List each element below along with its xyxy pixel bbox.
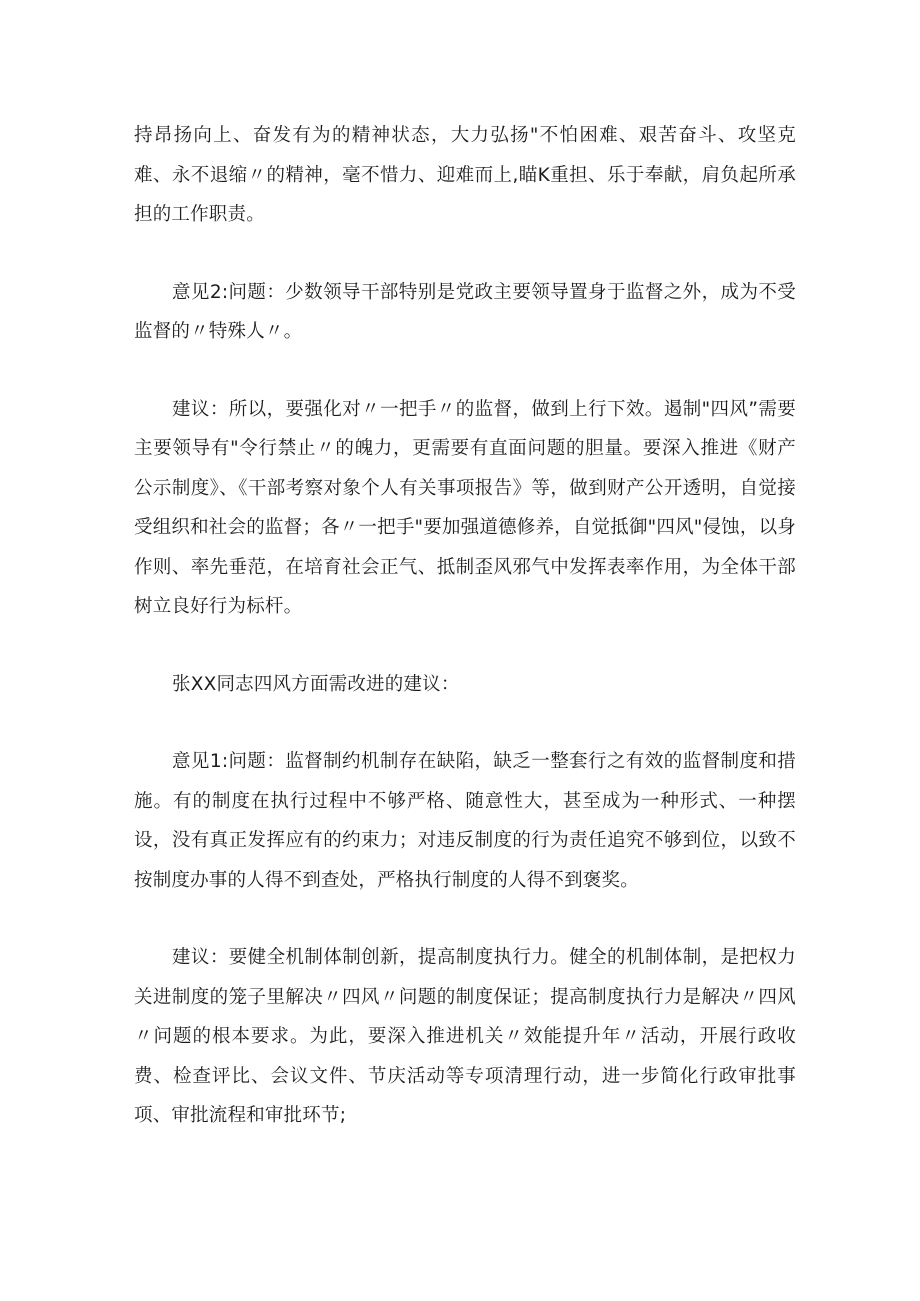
paragraph-continuation: 持昂扬向上、奋发有为的精神状态，大力弘扬"不怕困难、艰苦奋斗、攻坚克难、永不退缩〃的精神，毫不惜力、迎难而上,瞄K重担、乐于奉献，肩负起所承担的工作职责。: [134, 125, 796, 225]
paragraph-suggestion-2: 建议：所以，要强化对〃一把手〃的监督，做到上行下效。遏制"四风”需要主要领导有"令行禁止〃的魄力，更需要有直面问题的胆量。要深入推进《财产公示制度》、《干部考察对象个人有关事项报告》等，做到财产公开透明，自觉接受组织和社会的监督；各〃一把手"要加强道德修养，自觉抵御"四风"侵蚀，以身作则、率先垂范，在培育社会正气、抵制歪风邪气中发挥表率作用，为全体干部树立良好行为标杆。: [134, 398, 796, 617]
paragraph-suggestion-1: 建议：要健全机制体制创新，提高制度执行力。健全的机制体制，是把权力关进制度的笼子里解决〃四风〃问题的制度保证；提高制度执行力是解决〃四风〃问题的根本要求。为此，要深入推进机关〃效能提升年〃活动，开展行政收费、检查评比、会议文件、节庆活动等专项清理行动，进一步简化行政审批事项、审批流程和审批环节;: [134, 947, 796, 1126]
document-body: [134, 116, 796, 1174]
paragraph-opinion-1: 意见1:问题：监督制约机制存在缺陷，缺乏一整套行之有效的监督制度和措施。有的制度在执行过程中不够严格、随意性大，甚至成为一种形式、一种摆设，没有真正发挥应有的约束力；对违反制度的行为责任追究不够到位，以致不按制度办事的人得不到查处，严格执行制度的人得不到褒奖。: [134, 751, 796, 891]
section-heading-zhang: 张XX同志四风方面需改进的建议：: [172, 673, 460, 695]
paragraph-opinion-2: 意见2:问题：少数领导干部特别是党政主要领导置身于监督之外，成为不受监督的〃特殊人〃。: [134, 281, 796, 342]
